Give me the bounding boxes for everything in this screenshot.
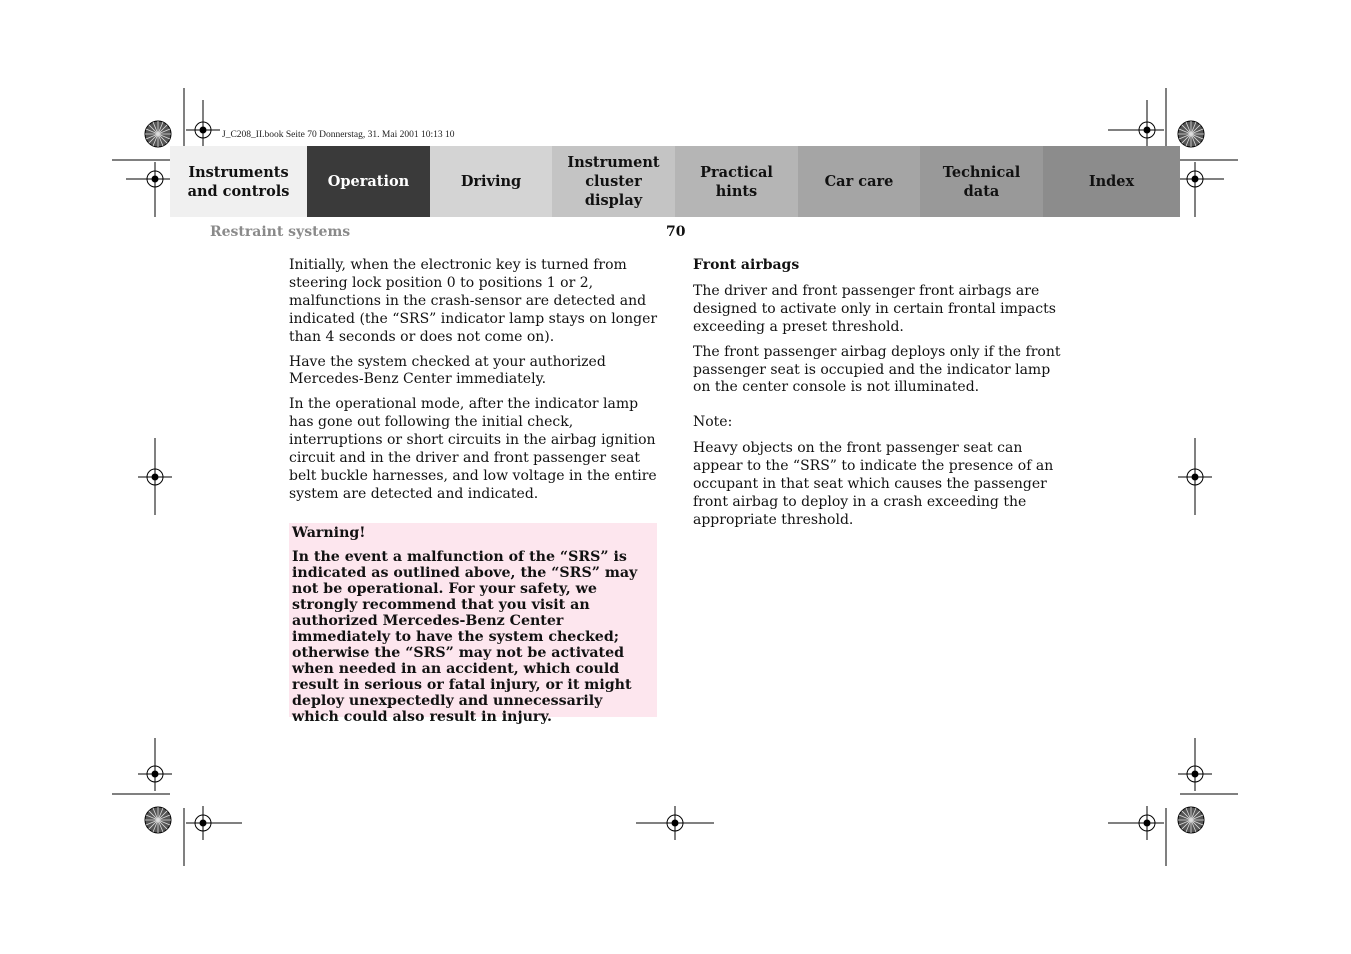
tab-label-line: cluster display: [584, 173, 643, 209]
tab-label-line: Technical: [942, 163, 1021, 181]
tab-technical-data[interactable]: [920, 146, 1043, 217]
left-column: [289, 257, 661, 511]
tab-instrument-cluster-display[interactable]: [552, 146, 675, 217]
paragraph: The front passenger airbag deploys only if the front passenger seat is occupied and the indicator lamp on the center console is not illuminated.: [693, 343, 1061, 396]
page-number: 70: [666, 224, 686, 240]
tab-operation[interactable]: [307, 146, 430, 217]
warning-box: [289, 523, 657, 725]
note-label: Note:: [693, 414, 733, 431]
tab-index[interactable]: [1043, 146, 1180, 217]
chapter-nav: [170, 146, 1180, 217]
tab-label: Car care: [824, 173, 894, 190]
subheading-front-airbags: Front airbags: [693, 257, 800, 273]
tab-label: Index: [1088, 173, 1135, 190]
paragraph: Have the system checked at your authorized Mercedes-Benz Center immediately.: [289, 353, 606, 388]
paragraph: Initially, when the electronic key is turned from steering lock position 0 to positions 1 or 2, malfunctions in the crash-sensor are detected and indicated (the “SRS” indicator lamp stays on longer than 4 seconds or does not come on).: [289, 257, 658, 345]
paragraph: In the operational mode, after the indicator lamp has gone out following the initial check, interruptions or short circuits in the airbag ignition circuit and in the driver and front passenger seat belt buckle harnesses, and low voltage in the entire system are detected and indicated.: [289, 396, 657, 502]
tab-car-care[interactable]: [798, 146, 920, 217]
paragraph: The driver and front passenger front airbags are designed to activate only in certain frontal impacts exceeding a preset threshold.: [693, 282, 1056, 335]
tab-label-line: data: [963, 182, 1000, 200]
warning-title: Warning!: [292, 525, 366, 541]
warning-body: In the event a malfunction of the “SRS” is indicated as outlined above, the “SRS” may not be operational. For your safety, we strongly recommend that you visit an authorized Mercedes-Benz Center immediately to have the system checked; otherwise the “SRS” may not be activated when needed in an accident, which could result in serious or fatal injury, or it might deploy unexpectedly and unnecessarily which could also result in injury.: [292, 549, 638, 725]
tab-instruments-and-controls[interactable]: [170, 146, 307, 217]
tab-driving[interactable]: [430, 146, 552, 217]
note-text: Heavy objects on the front passenger seat can appear to the “SRS” to indicate the presence of an occupant in that seat which causes the passenger front airbag to deploy in a crash exceeding the appropriate threshold.: [693, 440, 1054, 528]
section-title: Restraint systems: [210, 224, 351, 240]
tab-label-line: Instruments: [188, 163, 289, 181]
tab-practical-hints[interactable]: [675, 146, 798, 217]
tab-label: Practical hints: [700, 163, 773, 200]
tab-label-line: Instrument: [567, 154, 660, 171]
tab-label: Driving: [460, 173, 522, 190]
tab-label-line: and controls: [187, 182, 290, 200]
tab-label: Operation: [327, 173, 410, 190]
print-slug: J_C208_II.book Seite 70 Donnerstag, 31. Mai 2001 10:13 10: [222, 130, 455, 140]
right-column: [693, 257, 1063, 537]
